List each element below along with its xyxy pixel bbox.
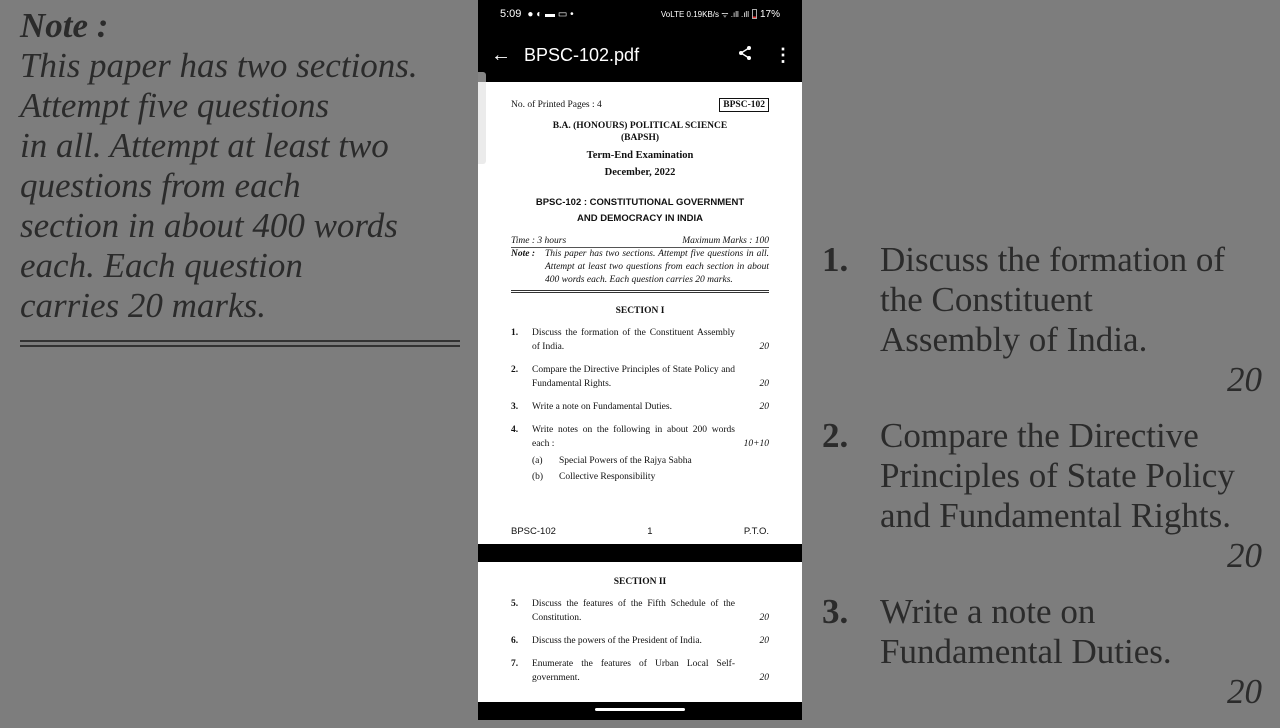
bg-text: Assembly of India. (880, 320, 1148, 359)
question-item (511, 363, 769, 391)
app-bar (478, 28, 802, 82)
sub-item (532, 471, 769, 483)
question-text (532, 423, 769, 451)
question-number: 7. (511, 659, 519, 669)
question-marks: 20 (759, 636, 769, 646)
question-body: Write notes on the following in about 200 words each : (532, 425, 735, 449)
scrollbar[interactable] (478, 72, 486, 164)
bg-text: 20 (1227, 536, 1262, 575)
note-text: This paper has two sections. Attempt five questions in all. Attempt at least two questions from each section in about 400 words each. Each question carries 20 marks. (545, 249, 769, 285)
bg-text: Discuss the formation of the Constituent (880, 240, 1226, 319)
sub-text: Collective Responsibility (559, 472, 656, 482)
notification-icons: ● ◐ ▬ ▭ • (527, 8, 574, 20)
question-marks: 20 (759, 342, 769, 352)
note-label: Note : (511, 249, 536, 259)
share-icon[interactable] (726, 44, 764, 67)
bg-text: Write a note on Fundamental Duties. (880, 592, 1172, 671)
question-body: Discuss the formation of the Constituent Assembly of India. (532, 328, 735, 352)
bg-text: 2. (822, 416, 849, 455)
question-body: Compare the Directive Principles of State Policy and Fundamental Rights. (532, 365, 735, 389)
bg-text: Compare the Directive Principles of State Policy (880, 416, 1235, 495)
bg-question (822, 416, 1262, 576)
bg-divider (20, 340, 460, 347)
question-body: Discuss the powers of the President of India. (532, 636, 702, 646)
bg-text: 20 (1227, 672, 1262, 711)
question-item (511, 326, 769, 354)
page-number: 1 (647, 526, 653, 537)
bg-text: in all. Attempt at least two questions from each (20, 126, 389, 205)
exam-title: Term-End Examination (586, 150, 694, 161)
bg-text: section in about 400 words each. Each question (20, 206, 398, 285)
question-item (511, 657, 769, 685)
question-body: Discuss the features of the Fifth Schedule of the Constitution. (532, 599, 735, 623)
home-gesture-bar[interactable] (595, 708, 685, 711)
max-marks: Maximum Marks : 100 (682, 236, 769, 246)
bg-note-column (20, 6, 460, 361)
section-heading: SECTION I (615, 306, 665, 316)
question-text (532, 363, 769, 391)
signal-icons: VoLTE 0.19KB/s ᯤ .ıll .ıll (660, 9, 749, 19)
battery-icon (752, 9, 757, 19)
exam-time: Time : 3 hours (511, 236, 567, 246)
question-marks: 20 (759, 379, 769, 389)
phone-screen (478, 0, 802, 720)
bg-note-label: Note : (20, 6, 109, 45)
question-number: 4. (511, 425, 519, 435)
question-body: Write a note on Fundamental Duties. (532, 402, 672, 412)
bg-text: 3. (822, 592, 849, 631)
course-title-2: AND DEMOCRACY IN INDIA (577, 213, 703, 224)
question-item (511, 423, 769, 451)
bg-question (822, 592, 1262, 712)
question-item (511, 634, 769, 648)
bg-text: 20 (1227, 360, 1262, 399)
question-number: 3. (511, 402, 519, 412)
clock: 5:09 (500, 8, 522, 20)
question-body: Enumerate the features of Urban Local Self-government. (532, 659, 735, 683)
course-title: BPSC-102 : CONSTITUTIONAL GOVERNMENT (535, 197, 745, 208)
question-text (532, 326, 769, 354)
exam-date: December, 2022 (604, 167, 676, 178)
footer-code: BPSC-102 (511, 526, 556, 537)
question-number: 1. (511, 328, 519, 338)
battery-level: 17% (759, 8, 780, 20)
programme-code: (BAPSH) (621, 133, 659, 143)
status-bar (478, 0, 802, 28)
programme: B.A. (HONOURS) POLITICAL SCIENCE (552, 121, 728, 131)
bg-text: This paper has two sections. Attempt five questions (20, 46, 418, 125)
question-marks: 20 (759, 613, 769, 623)
more-options-icon[interactable]: ⋮ (774, 44, 792, 65)
question-marks: 20 (759, 402, 769, 412)
bg-question (822, 240, 1262, 400)
question-number: 5. (511, 599, 519, 609)
sub-label: (a) (532, 456, 543, 466)
bg-text: carries 20 marks. (20, 286, 266, 325)
question-text (532, 400, 769, 414)
question-number: 2. (511, 365, 519, 375)
question-item (511, 400, 769, 414)
bg-questions-column (822, 240, 1262, 728)
printed-pages: No. of Printed Pages : 4 (511, 100, 602, 110)
sub-item (532, 455, 769, 467)
sub-label: (b) (532, 472, 544, 482)
bg-text: and Fundamental Rights. (880, 496, 1231, 535)
bg-text: 1. (822, 240, 849, 279)
pto: P.T.O. (743, 526, 769, 537)
back-arrow-icon[interactable]: ← (491, 43, 511, 66)
question-text (532, 597, 769, 625)
document-title: BPSC-102.pdf (524, 44, 640, 65)
question-text (532, 634, 769, 648)
paper-code-box: BPSC-102 (719, 98, 769, 112)
section-heading: SECTION II (613, 577, 667, 587)
question-marks: 20 (759, 673, 769, 683)
question-text (532, 657, 769, 685)
pdf-page-1[interactable] (478, 82, 802, 544)
sub-text: Special Powers of the Rajya Sabha (559, 456, 692, 466)
question-item (511, 597, 769, 625)
question-marks: 10+10 (743, 439, 769, 449)
question-number: 6. (511, 636, 519, 646)
pdf-page-2[interactable] (478, 562, 802, 702)
